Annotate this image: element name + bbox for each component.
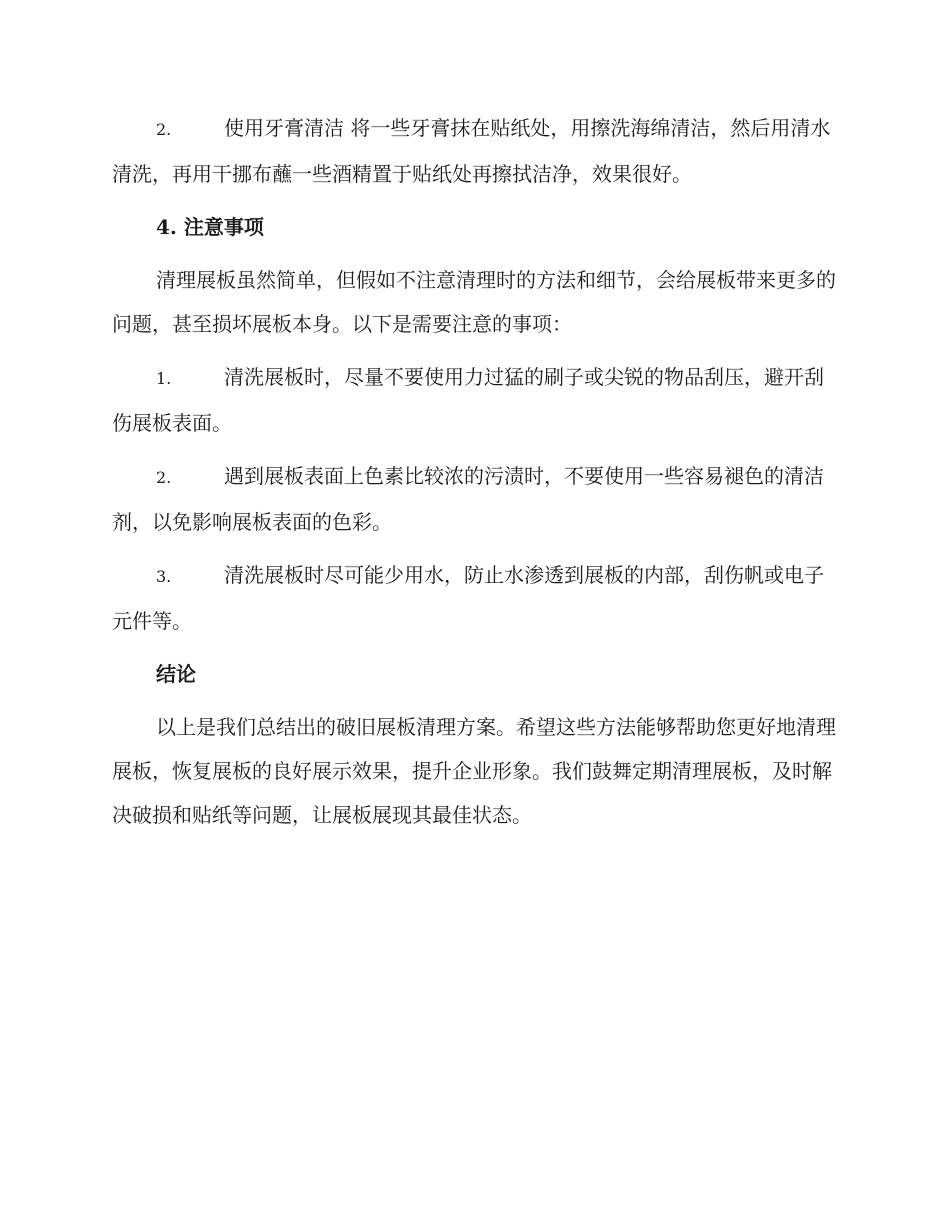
list-text: 清洗展板时尽可能少用水，防止水渗透到展板的内部，刮伤帆或电子元件等。 bbox=[112, 563, 824, 633]
list-item bbox=[112, 454, 840, 544]
list-number: 2. bbox=[156, 120, 172, 139]
list-text: 遇到展板表面上色素比较浓的污渍时，不要使用一些容易褪色的清洁剂，以免影响展板表面的色彩。 bbox=[112, 464, 824, 534]
list-item bbox=[112, 106, 840, 196]
section-heading-notes: 4. 注意事项 bbox=[156, 215, 264, 239]
document-body bbox=[112, 106, 840, 846]
list-number: 2. bbox=[156, 468, 172, 487]
notes-intro-paragraph: 清理展板虽然简单，但假如不注意清理时的方法和细节，会给展板带来更多的问题，甚至损坏展板本身。以下是需要注意的事项： bbox=[112, 268, 836, 336]
list-number: 1. bbox=[156, 369, 172, 388]
list-item bbox=[112, 355, 840, 445]
list-item bbox=[112, 553, 840, 643]
list-text: 清洗展板时，尽量不要使用力过猛的刷子或尖锐的物品刮压，避开刮伤展板表面。 bbox=[112, 365, 824, 435]
list-text: 使用牙膏清洁 将一些牙膏抹在贴纸处，用擦洗海绵清洁，然后用清水清洗，再用干挪布蘸一些酒精置于贴纸处再擦拭洁净，效果很好。 bbox=[112, 116, 831, 186]
section-heading-conclusion: 结论 bbox=[156, 662, 196, 686]
list-number: 3. bbox=[156, 567, 172, 586]
conclusion-paragraph: 以上是我们总结出的破旧展板清理方案。希望这些方法能够帮助您更好地清理展板，恢复展板的良好展示效果，提升企业形象。我们鼓舞定期清理展板，及时解决破损和贴纸等问题，让展板展现其最佳状态。 bbox=[112, 715, 836, 827]
